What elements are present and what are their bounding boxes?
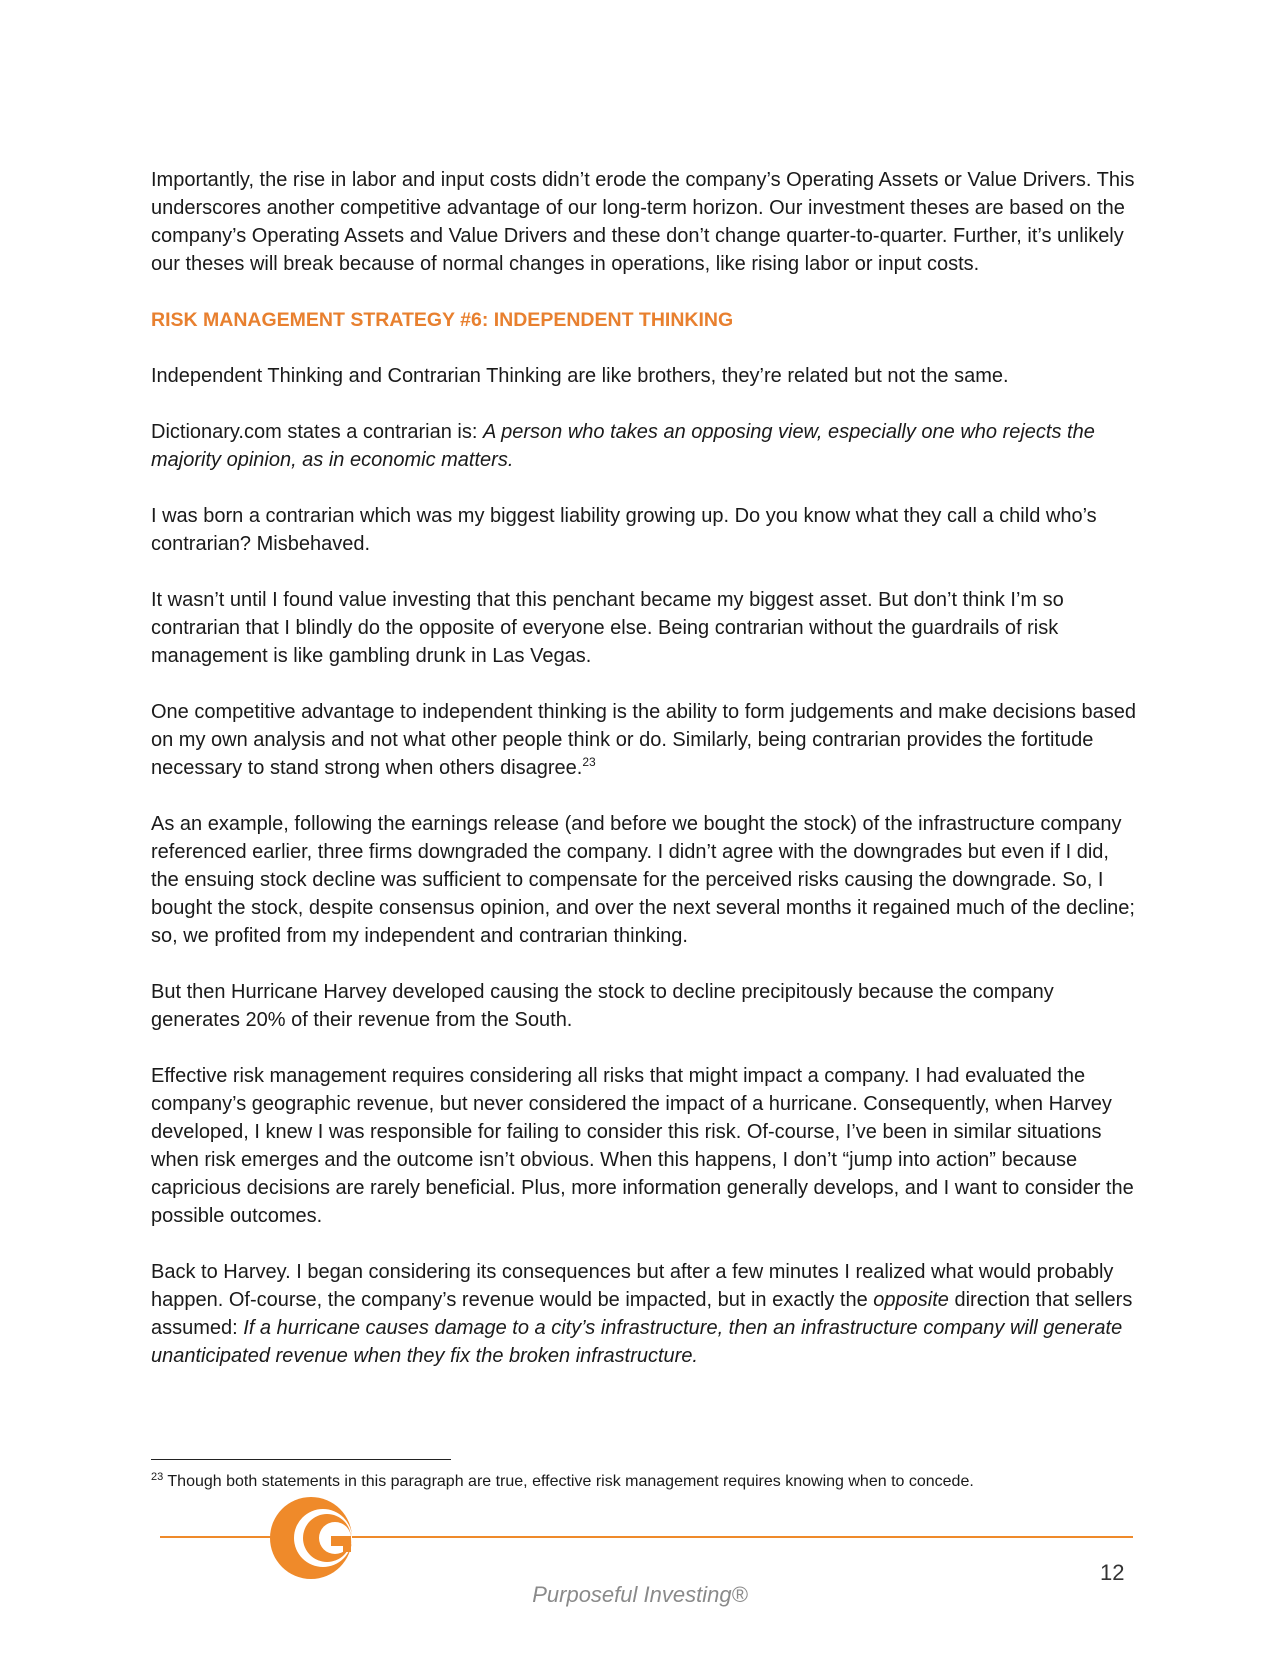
footer-tagline: Purposeful Investing® — [532, 1582, 748, 1607]
paragraph-back-to-harvey — [151, 1258, 1141, 1370]
definition-lead: Dictionary.com states a contrarian is: — [151, 421, 483, 443]
cg-swirl-logo-icon — [269, 1493, 359, 1583]
footer-rule-left — [160, 1536, 272, 1538]
footnote — [151, 1471, 1151, 1493]
paragraph-example: As an example, following the earnings release (and before we bought the stock) of the infrastructure company referenced earlier, three firms downgraded the company. I didn’t agree with the downgrades but even if I did, the ensuing stock decline was sufficient to compensate for the perceived risks causing the downgrade. So, I bought the stock, despite consensus opinion, and over the next several months it regained much of the decline; so, we profited from my independent and contrarian thinking. — [151, 813, 1135, 947]
paragraph-effective-risk: Effective risk management requires considering all risks that might impact a company. I had evaluated the company’s geographic revenue, but never considered the impact of a hurricane. Consequently, when Harvey developed, I knew I was responsible for failing to consider this risk. Of-course, I’ve been in similar situations when risk emerges and the outcome isn’t obvious. When this happens, I don’t “jump into action” because capricious decisions are rarely beneficial. Plus, more information generally develops, and I want to consider the possible outcomes. — [151, 1065, 1134, 1227]
page-number: 12 — [1100, 1560, 1125, 1585]
footnote-divider — [151, 1459, 451, 1460]
footnote-number: 23 — [151, 1471, 164, 1483]
paragraph-definition — [151, 418, 1141, 474]
paragraph-harvey: But then Hurricane Harvey developed causing the stock to decline precipitously because the company generates 20% of their revenue from the South. — [151, 981, 1054, 1031]
competitive-advantage-text: One competitive advantage to independent thinking is the ability to form judgements and make decisions based on my own analysis and not what other people think or do. Similarly, being contrarian provides the fortitude necessary to stand strong when others disagree. — [151, 701, 1137, 779]
harvey-text-a: Back to Harvey. I began considering its consequences but after a few minutes I realized what would probably happen. Of-course, the company’s revenue would be impacted, but in exactly the — [151, 1261, 1114, 1311]
harvey-italic-conclusion: If a hurricane causes damage to a city’s infrastructure, then an infrastructure company will generate unanticipated revenue when they fix the broken infrastructure. — [151, 1317, 1123, 1367]
section-heading: RISK MANAGEMENT STRATEGY #6: INDEPENDENT THINKING — [151, 309, 734, 331]
paragraph-competitive-advantage — [151, 698, 1141, 782]
paragraph-born-contrarian: I was born a contrarian which was my biggest liability growing up. Do you know what they call a child who’s contrarian? Misbehaved. — [151, 505, 1097, 555]
footnote-reference[interactable]: 23 — [582, 755, 596, 769]
paragraph-operating-assets: Importantly, the rise in labor and input costs didn’t erode the company’s Operating Assets or Value Drivers. This underscores another competitive advantage of our long-term horizon. Our investment theses are based on the company’s Operating Assets and Value Drivers and these don’t change quarter-to-quarter. Further, it’s unlikely our theses will break because of normal changes in operations, like rising labor or input costs. — [151, 169, 1135, 275]
paragraph-brothers: Independent Thinking and Contrarian Thinking are like brothers, they’re related but not the same. — [151, 365, 1009, 387]
definition-quote: A person who takes an opposing view, especially one who rejects the majority opinion, as in economic matters. — [151, 421, 1095, 471]
paragraph-value-investing: It wasn’t until I found value investing that this penchant became my biggest asset. But don’t think I’m so contrarian that I blindly do the opposite of everyone else. Being contrarian without the guardrails of risk management is like gambling drunk in Las Vegas. — [151, 589, 1064, 667]
footer-rule-right — [352, 1536, 1133, 1538]
page-body — [151, 166, 1141, 1398]
footnote-text: Though both statements in this paragraph are true, effective risk management requires knowing when to concede. — [163, 1473, 974, 1490]
harvey-text-b: direction that sellers assumed: — [151, 1289, 1133, 1339]
harvey-italic-opposite: opposite — [873, 1289, 949, 1311]
